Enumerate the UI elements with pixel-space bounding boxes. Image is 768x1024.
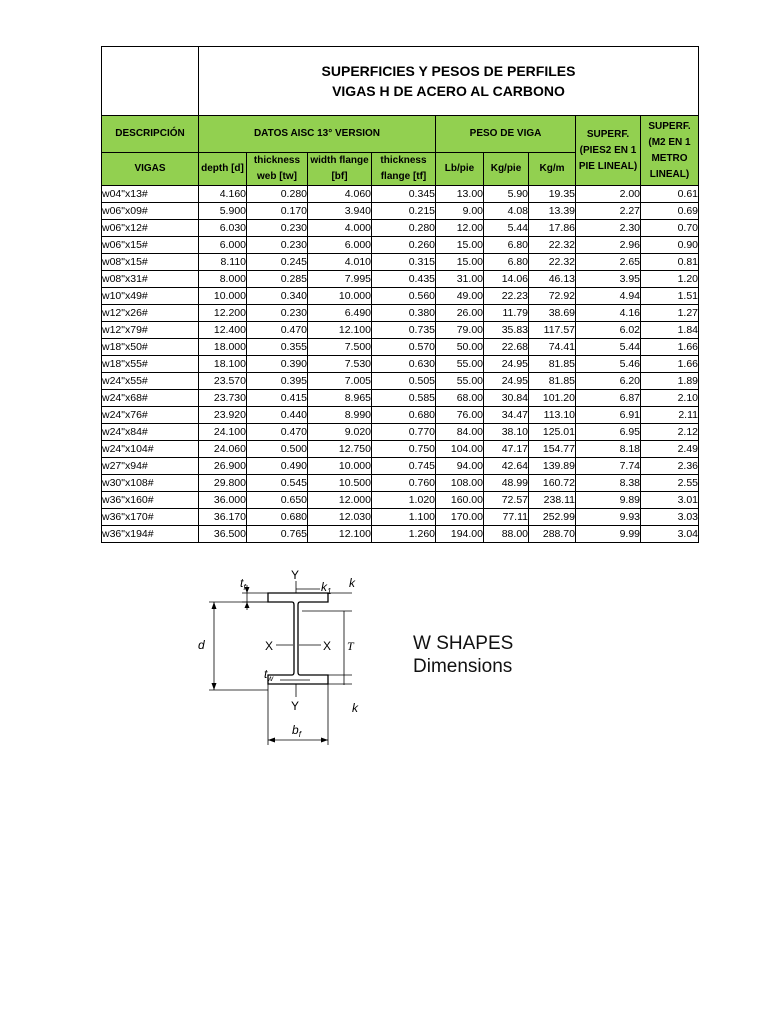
d-arrow-bottom: [212, 683, 217, 690]
value-cell: 0.440: [247, 407, 308, 424]
beam-name-cell: w12"x79#: [102, 322, 199, 339]
value-cell: 18.000: [199, 339, 247, 356]
w-shapes-caption: [413, 632, 513, 678]
title-blank-cell: [102, 47, 199, 116]
value-cell: 0.390: [247, 356, 308, 373]
value-cell: 4.160: [199, 186, 247, 203]
header-kg-pie: Kg/pie: [484, 153, 529, 186]
table-row: [102, 373, 699, 390]
k-top-label: k: [349, 576, 355, 590]
value-cell: 1.260: [372, 526, 436, 543]
value-cell: 7.500: [308, 339, 372, 356]
value-cell: 104.00: [436, 441, 484, 458]
value-cell: 9.00: [436, 203, 484, 220]
value-cell: 4.000: [308, 220, 372, 237]
value-cell: 72.92: [529, 288, 576, 305]
value-cell: 0.770: [372, 424, 436, 441]
value-cell: 9.89: [576, 492, 641, 509]
value-cell: 79.00: [436, 322, 484, 339]
value-cell: 3.940: [308, 203, 372, 220]
header-kg-m: Kg/m: [529, 153, 576, 186]
value-cell: 6.490: [308, 305, 372, 322]
value-cell: 0.230: [247, 237, 308, 254]
value-cell: 2.12: [641, 424, 699, 441]
value-cell: 49.00: [436, 288, 484, 305]
value-cell: 0.435: [372, 271, 436, 288]
k1-label: $k_1$: [321, 580, 332, 596]
value-cell: 0.280: [247, 186, 308, 203]
table-row: [102, 288, 699, 305]
value-cell: 12.750: [308, 441, 372, 458]
header-row-1: [102, 116, 699, 153]
value-cell: 88.00: [484, 526, 529, 543]
value-cell: 35.83: [484, 322, 529, 339]
value-cell: 11.79: [484, 305, 529, 322]
table-row: [102, 254, 699, 271]
value-cell: 2.27: [576, 203, 641, 220]
table-row: [102, 458, 699, 475]
title-line-2: VIGAS H DE ACERO AL CARBONO: [332, 83, 565, 99]
value-cell: 12.00: [436, 220, 484, 237]
value-cell: 31.00: [436, 271, 484, 288]
value-cell: 113.10: [529, 407, 576, 424]
header-descripcion: DESCRIPCIÓN: [102, 116, 199, 153]
value-cell: 117.57: [529, 322, 576, 339]
value-cell: 1.51: [641, 288, 699, 305]
value-cell: 9.020: [308, 424, 372, 441]
beam-name-cell: w18"x50#: [102, 339, 199, 356]
value-cell: 9.99: [576, 526, 641, 543]
value-cell: 0.340: [247, 288, 308, 305]
value-cell: 24.95: [484, 356, 529, 373]
value-cell: 1.66: [641, 356, 699, 373]
k-bottom-label: k: [352, 701, 358, 715]
value-cell: 1.20: [641, 271, 699, 288]
value-cell: 1.100: [372, 509, 436, 526]
value-cell: 0.630: [372, 356, 436, 373]
value-cell: 0.61: [641, 186, 699, 203]
table-row: [102, 509, 699, 526]
value-cell: 0.490: [247, 458, 308, 475]
value-cell: 17.86: [529, 220, 576, 237]
value-cell: 139.89: [529, 458, 576, 475]
table-row: [102, 339, 699, 356]
value-cell: 0.585: [372, 390, 436, 407]
value-cell: 0.735: [372, 322, 436, 339]
value-cell: 5.46: [576, 356, 641, 373]
value-cell: 7.995: [308, 271, 372, 288]
value-cell: 0.560: [372, 288, 436, 305]
value-cell: 0.570: [372, 339, 436, 356]
value-cell: 0.230: [247, 305, 308, 322]
title-cell: [199, 47, 699, 116]
x-right-label: X: [323, 639, 332, 653]
value-cell: 0.170: [247, 203, 308, 220]
beam-name-cell: w06"x09#: [102, 203, 199, 220]
value-cell: 6.000: [199, 237, 247, 254]
value-cell: 4.94: [576, 288, 641, 305]
table-row: [102, 407, 699, 424]
beam-properties-table: [101, 46, 699, 543]
header-depth: depth [d]: [199, 153, 247, 186]
value-cell: 19.35: [529, 186, 576, 203]
beam-name-cell: w06"x12#: [102, 220, 199, 237]
value-cell: 9.93: [576, 509, 641, 526]
value-cell: 5.90: [484, 186, 529, 203]
value-cell: 0.650: [247, 492, 308, 509]
bf-arrow-left: [268, 738, 275, 743]
title-row: [102, 47, 699, 116]
value-cell: 0.90: [641, 237, 699, 254]
value-cell: 0.315: [372, 254, 436, 271]
tf-arrow-bottom: [245, 602, 250, 608]
value-cell: 8.38: [576, 475, 641, 492]
value-cell: 8.18: [576, 441, 641, 458]
value-cell: 26.900: [199, 458, 247, 475]
value-cell: 6.030: [199, 220, 247, 237]
tf-label: $t_f$: [240, 576, 246, 592]
value-cell: 12.000: [308, 492, 372, 509]
value-cell: 12.200: [199, 305, 247, 322]
value-cell: 2.65: [576, 254, 641, 271]
value-cell: 194.00: [436, 526, 484, 543]
header-thickness-flange: thickness flange [tf]: [372, 153, 436, 186]
value-cell: 6.95: [576, 424, 641, 441]
value-cell: 22.32: [529, 254, 576, 271]
value-cell: 12.100: [308, 322, 372, 339]
beam-name-cell: w08"x31#: [102, 271, 199, 288]
value-cell: 15.00: [436, 254, 484, 271]
value-cell: 0.215: [372, 203, 436, 220]
value-cell: 7.005: [308, 373, 372, 390]
value-cell: 7.530: [308, 356, 372, 373]
value-cell: 4.08: [484, 203, 529, 220]
value-cell: 46.13: [529, 271, 576, 288]
value-cell: 36.170: [199, 509, 247, 526]
value-cell: 6.000: [308, 237, 372, 254]
value-cell: 23.570: [199, 373, 247, 390]
beam-name-cell: w36"x170#: [102, 509, 199, 526]
value-cell: 29.800: [199, 475, 247, 492]
value-cell: 3.04: [641, 526, 699, 543]
value-cell: 72.57: [484, 492, 529, 509]
beam-name-cell: w18"x55#: [102, 356, 199, 373]
value-cell: 5.44: [576, 339, 641, 356]
value-cell: 0.81: [641, 254, 699, 271]
header-superf-pies: SUPERF. (PIES2 EN 1 PIE LINEAL): [576, 116, 641, 186]
value-cell: 0.345: [372, 186, 436, 203]
y-bottom-label: Y: [291, 699, 300, 713]
value-cell: 0.745: [372, 458, 436, 475]
value-cell: 77.11: [484, 509, 529, 526]
value-cell: 0.750: [372, 441, 436, 458]
bf-label: $b_f$: [292, 723, 301, 739]
value-cell: 0.500: [247, 441, 308, 458]
value-cell: 5.900: [199, 203, 247, 220]
beam-name-cell: w24"x84#: [102, 424, 199, 441]
value-cell: 6.80: [484, 237, 529, 254]
table-row: [102, 424, 699, 441]
value-cell: 55.00: [436, 356, 484, 373]
value-cell: 24.95: [484, 373, 529, 390]
title-line-1: SUPERFICIES Y PESOS DE PERFILES: [321, 63, 576, 79]
value-cell: 1.66: [641, 339, 699, 356]
i-beam-outline: [268, 593, 328, 684]
beam-name-cell: w06"x15#: [102, 237, 199, 254]
table-row: [102, 203, 699, 220]
value-cell: 2.10: [641, 390, 699, 407]
value-cell: 30.84: [484, 390, 529, 407]
value-cell: 5.44: [484, 220, 529, 237]
header-peso-viga: PESO DE VIGA: [436, 116, 576, 153]
value-cell: 24.060: [199, 441, 247, 458]
value-cell: 4.16: [576, 305, 641, 322]
value-cell: 68.00: [436, 390, 484, 407]
value-cell: 0.395: [247, 373, 308, 390]
value-cell: 0.69: [641, 203, 699, 220]
value-cell: 22.23: [484, 288, 529, 305]
value-cell: 10.000: [308, 458, 372, 475]
y-top-label: Y: [291, 568, 300, 582]
value-cell: 160.72: [529, 475, 576, 492]
beam-name-cell: w24"x76#: [102, 407, 199, 424]
value-cell: 2.55: [641, 475, 699, 492]
value-cell: 238.11: [529, 492, 576, 509]
value-cell: 0.245: [247, 254, 308, 271]
value-cell: 3.01: [641, 492, 699, 509]
table-row: [102, 492, 699, 509]
table-row: [102, 390, 699, 407]
value-cell: 8.000: [199, 271, 247, 288]
value-cell: 1.27: [641, 305, 699, 322]
value-cell: 2.00: [576, 186, 641, 203]
caption-line-1: W SHAPES: [413, 633, 514, 654]
value-cell: 101.20: [529, 390, 576, 407]
value-cell: 10.000: [308, 288, 372, 305]
value-cell: 2.11: [641, 407, 699, 424]
value-cell: 0.415: [247, 390, 308, 407]
value-cell: 2.36: [641, 458, 699, 475]
value-cell: 38.10: [484, 424, 529, 441]
table-row: [102, 271, 699, 288]
beam-name-cell: w24"x55#: [102, 373, 199, 390]
value-cell: 0.280: [372, 220, 436, 237]
bf-arrow-right: [321, 738, 328, 743]
table-row: [102, 305, 699, 322]
table-row: [102, 322, 699, 339]
value-cell: 84.00: [436, 424, 484, 441]
table-row: [102, 441, 699, 458]
value-cell: 0.260: [372, 237, 436, 254]
value-cell: 26.00: [436, 305, 484, 322]
t-label: T: [347, 639, 354, 653]
value-cell: 47.17: [484, 441, 529, 458]
value-cell: 0.765: [247, 526, 308, 543]
value-cell: 10.500: [308, 475, 372, 492]
table-row: [102, 475, 699, 492]
value-cell: 108.00: [436, 475, 484, 492]
beam-name-cell: w10"x49#: [102, 288, 199, 305]
value-cell: 154.77: [529, 441, 576, 458]
value-cell: 38.69: [529, 305, 576, 322]
beam-name-cell: w27"x94#: [102, 458, 199, 475]
value-cell: 81.85: [529, 356, 576, 373]
value-cell: 36.500: [199, 526, 247, 543]
w-shape-diagram: [192, 565, 372, 750]
header-superf-m2: SUPERF. (M2 EN 1 METRO LINEAL): [641, 116, 699, 186]
beam-name-cell: w24"x68#: [102, 390, 199, 407]
value-cell: 14.06: [484, 271, 529, 288]
value-cell: 0.505: [372, 373, 436, 390]
value-cell: 50.00: [436, 339, 484, 356]
caption-line-2: Dimensions: [413, 656, 513, 677]
value-cell: 1.84: [641, 322, 699, 339]
beam-name-cell: w36"x194#: [102, 526, 199, 543]
value-cell: 1.89: [641, 373, 699, 390]
header-width-flange: width flange [bf]: [308, 153, 372, 186]
value-cell: 23.920: [199, 407, 247, 424]
value-cell: 8.990: [308, 407, 372, 424]
value-cell: 6.80: [484, 254, 529, 271]
beam-name-cell: w04"x13#: [102, 186, 199, 203]
value-cell: 8.110: [199, 254, 247, 271]
value-cell: 0.470: [247, 424, 308, 441]
value-cell: 160.00: [436, 492, 484, 509]
header-datos-aisc: DATOS AISC 13° VERSION: [199, 116, 436, 153]
table-row: [102, 186, 699, 203]
value-cell: 4.010: [308, 254, 372, 271]
value-cell: 42.64: [484, 458, 529, 475]
beam-name-cell: w36"x160#: [102, 492, 199, 509]
value-cell: 0.545: [247, 475, 308, 492]
value-cell: 0.230: [247, 220, 308, 237]
value-cell: 0.380: [372, 305, 436, 322]
value-cell: 22.68: [484, 339, 529, 356]
beam-name-cell: w08"x15#: [102, 254, 199, 271]
value-cell: 10.000: [199, 288, 247, 305]
value-cell: 0.760: [372, 475, 436, 492]
value-cell: 125.01: [529, 424, 576, 441]
value-cell: 0.680: [372, 407, 436, 424]
value-cell: 252.99: [529, 509, 576, 526]
value-cell: 0.70: [641, 220, 699, 237]
value-cell: 7.74: [576, 458, 641, 475]
header-thickness-web: thickness web [tw]: [247, 153, 308, 186]
beam-name-cell: w12"x26#: [102, 305, 199, 322]
value-cell: 18.100: [199, 356, 247, 373]
value-cell: 170.00: [436, 509, 484, 526]
value-cell: 2.30: [576, 220, 641, 237]
value-cell: 74.41: [529, 339, 576, 356]
beam-table-sheet: [101, 46, 699, 543]
value-cell: 22.32: [529, 237, 576, 254]
value-cell: 36.000: [199, 492, 247, 509]
value-cell: 13.39: [529, 203, 576, 220]
value-cell: 1.020: [372, 492, 436, 509]
header-lb-pie: Lb/pie: [436, 153, 484, 186]
value-cell: 24.100: [199, 424, 247, 441]
value-cell: 0.680: [247, 509, 308, 526]
value-cell: 8.965: [308, 390, 372, 407]
value-cell: 12.030: [308, 509, 372, 526]
table-row: [102, 237, 699, 254]
value-cell: 55.00: [436, 373, 484, 390]
value-cell: 48.99: [484, 475, 529, 492]
value-cell: 2.96: [576, 237, 641, 254]
beam-name-cell: w24"x104#: [102, 441, 199, 458]
value-cell: 81.85: [529, 373, 576, 390]
table-row: [102, 356, 699, 373]
value-cell: 6.87: [576, 390, 641, 407]
value-cell: 4.060: [308, 186, 372, 203]
header-vigas: VIGAS: [102, 153, 199, 186]
table-row: [102, 220, 699, 237]
tw-label: $t_w$: [264, 667, 274, 683]
value-cell: 6.02: [576, 322, 641, 339]
table-row: [102, 526, 699, 543]
value-cell: 2.49: [641, 441, 699, 458]
value-cell: 94.00: [436, 458, 484, 475]
value-cell: 12.400: [199, 322, 247, 339]
value-cell: 6.91: [576, 407, 641, 424]
value-cell: 3.95: [576, 271, 641, 288]
value-cell: 76.00: [436, 407, 484, 424]
value-cell: 6.20: [576, 373, 641, 390]
value-cell: 13.00: [436, 186, 484, 203]
value-cell: 3.03: [641, 509, 699, 526]
x-left-label: X: [265, 639, 274, 653]
value-cell: 0.470: [247, 322, 308, 339]
value-cell: 12.100: [308, 526, 372, 543]
value-cell: 34.47: [484, 407, 529, 424]
d-arrow-top: [212, 602, 217, 609]
value-cell: 15.00: [436, 237, 484, 254]
value-cell: 0.285: [247, 271, 308, 288]
d-label: d: [198, 638, 205, 652]
value-cell: 23.730: [199, 390, 247, 407]
beam-name-cell: w30"x108#: [102, 475, 199, 492]
value-cell: 288.70: [529, 526, 576, 543]
value-cell: 0.355: [247, 339, 308, 356]
